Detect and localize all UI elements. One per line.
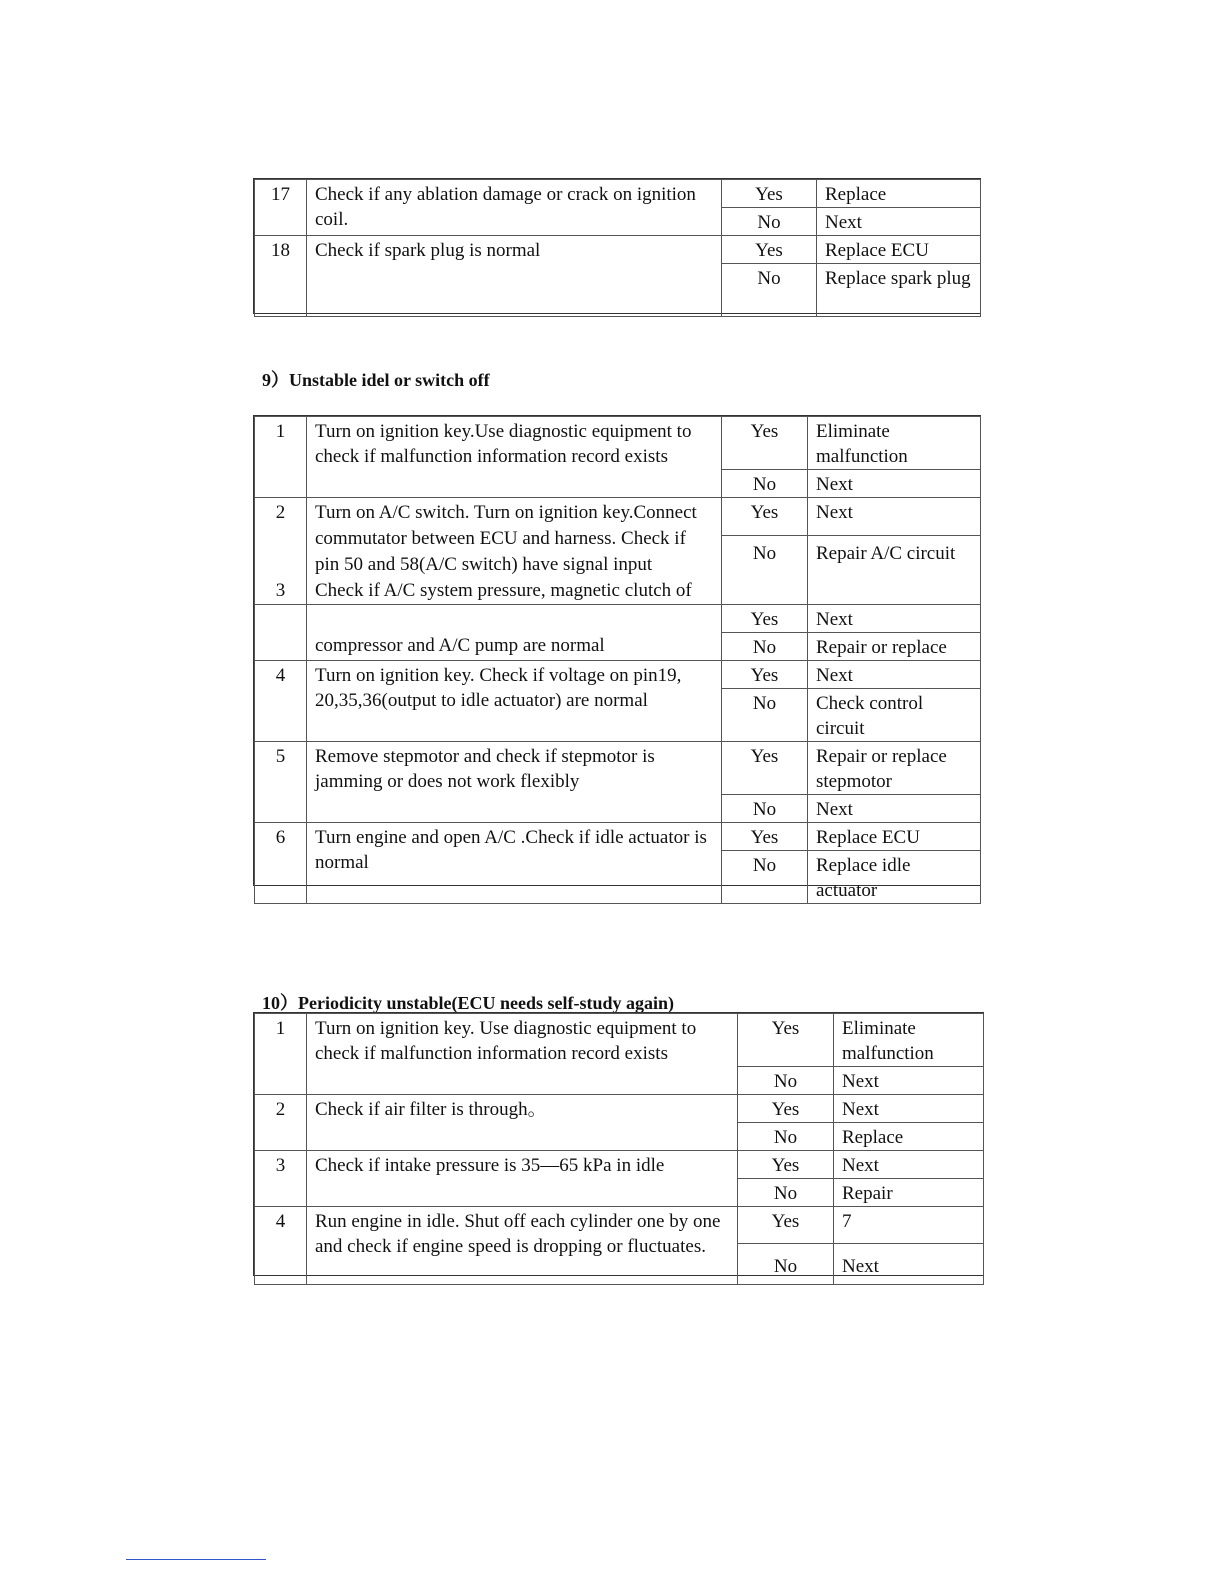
step-description: Turn engine and open A/C .Check if idle actuator is normal — [307, 823, 722, 904]
step-number: 1 — [255, 417, 307, 498]
no-action: Next — [834, 1244, 984, 1285]
table-row — [255, 236, 981, 264]
no-label: No — [738, 1067, 834, 1095]
yes-action: Replace — [817, 180, 981, 208]
yes-action: Next — [808, 498, 981, 536]
table-row — [255, 498, 981, 536]
step-number: 3 — [255, 1151, 307, 1207]
table-row — [255, 823, 981, 851]
no-action: Replace spark plug — [817, 264, 981, 317]
no-action: Check control circuit — [808, 689, 981, 742]
yes-label: Yes — [722, 236, 817, 264]
no-action: Next — [808, 470, 981, 498]
yes-label: Yes — [722, 742, 808, 795]
no-label: No — [722, 208, 817, 236]
yes-action: Next — [808, 605, 981, 633]
table-section10 — [253, 1012, 984, 1276]
no-label: No — [738, 1244, 834, 1285]
yes-action: Replace ECU — [817, 236, 981, 264]
no-action: Repair A/C circuit — [808, 536, 981, 605]
step-description: Turn on ignition key. Use diagnostic equipment to check if malfunction information record exists — [307, 1014, 738, 1095]
no-label: No — [722, 264, 817, 317]
section9-heading: 9）Unstable idel or switch off — [262, 370, 490, 390]
step-description: Remove stepmotor and check if stepmotor is jamming or does not work flexibly — [307, 742, 722, 823]
yes-label: Yes — [722, 180, 817, 208]
yes-action: Replace ECU — [808, 823, 981, 851]
step-number: 6 — [255, 823, 307, 904]
yes-action: 7 — [834, 1207, 984, 1244]
step-number: 3 — [275, 580, 286, 601]
step-number: 4 — [255, 1207, 307, 1285]
step-description: Check if any ablation damage or crack on ignition coil. — [307, 180, 722, 236]
no-action: Next — [817, 208, 981, 236]
section10-heading: 10）Periodicity unstable(ECU needs self-study again) — [262, 993, 675, 1013]
step-description: Check if intake pressure is 35—65 kPa in idle — [307, 1151, 738, 1207]
step-description-group — [307, 498, 722, 605]
step-description: compressor and A/C pump are normal — [307, 605, 722, 661]
yes-label: Yes — [722, 498, 808, 536]
no-label: No — [722, 470, 808, 498]
yes-label: Yes — [722, 605, 808, 633]
yes-label: Yes — [722, 417, 808, 470]
step-number: 5 — [255, 742, 307, 823]
no-action: Repair or replace — [808, 633, 981, 661]
yes-action: Eliminate malfunction — [834, 1014, 984, 1067]
no-label: No — [722, 633, 808, 661]
no-label: No — [722, 689, 808, 742]
no-label: No — [722, 795, 808, 823]
no-label: No — [722, 851, 808, 904]
step-description: Turn on A/C switch. Turn on ignition key.Connect commutator between ECU and harness. Check if pin 50 and 58(A/C switch) have signal input — [315, 502, 697, 575]
step-number-empty — [255, 605, 307, 661]
yes-action: Next — [808, 661, 981, 689]
step-description: Check if A/C system pressure, magnetic clutch of — [315, 580, 692, 601]
yes-label: Yes — [738, 1014, 834, 1067]
step-number: 2 — [255, 1095, 307, 1151]
step-description: Check if air filter is through。 — [307, 1095, 738, 1151]
step-number: 17 — [255, 180, 307, 236]
table-row — [255, 180, 981, 208]
table-row — [255, 742, 981, 795]
no-action: Repair — [834, 1179, 984, 1207]
step-description: Run engine in idle. Shut off each cylinder one by one and check if engine speed is dropping or fluctuates. — [307, 1207, 738, 1285]
step-number: 4 — [255, 661, 307, 742]
no-action: Replace idle actuator — [808, 851, 981, 904]
yes-action: Next — [834, 1151, 984, 1179]
yes-label: Yes — [738, 1095, 834, 1123]
no-label: No — [722, 536, 808, 605]
yes-action: Repair or replace stepmotor — [808, 742, 981, 795]
step-number-group — [255, 498, 307, 605]
table-section9 — [253, 415, 981, 901]
step-description: Check if spark plug is normal — [307, 236, 722, 317]
yes-label: Yes — [738, 1207, 834, 1244]
table-row — [255, 1095, 984, 1123]
no-label: No — [738, 1179, 834, 1207]
step-description: Turn on ignition key.Use diagnostic equipment to check if malfunction information record exists — [307, 417, 722, 498]
no-action: Next — [834, 1067, 984, 1095]
step-number: 2 — [275, 502, 286, 523]
yes-action: Eliminate malfunction — [808, 417, 981, 470]
yes-label: Yes — [738, 1151, 834, 1179]
table-row — [255, 1207, 984, 1244]
yes-action: Next — [834, 1095, 984, 1123]
table-row — [255, 417, 981, 470]
yes-label: Yes — [722, 661, 808, 689]
no-action: Replace — [834, 1123, 984, 1151]
yes-label: Yes — [722, 823, 808, 851]
step-number: 18 — [255, 236, 307, 317]
step-number: 1 — [255, 1014, 307, 1095]
table-top — [253, 178, 981, 314]
table-row — [255, 605, 981, 633]
footnote-separator — [126, 1559, 266, 1560]
no-label: No — [738, 1123, 834, 1151]
table-row — [255, 1151, 984, 1179]
step-description: Turn on ignition key. Check if voltage on pin19, 20,35,36(output to idle actuator) are normal — [307, 661, 722, 742]
table-row — [255, 661, 981, 689]
table-row — [255, 1014, 984, 1067]
no-action: Next — [808, 795, 981, 823]
